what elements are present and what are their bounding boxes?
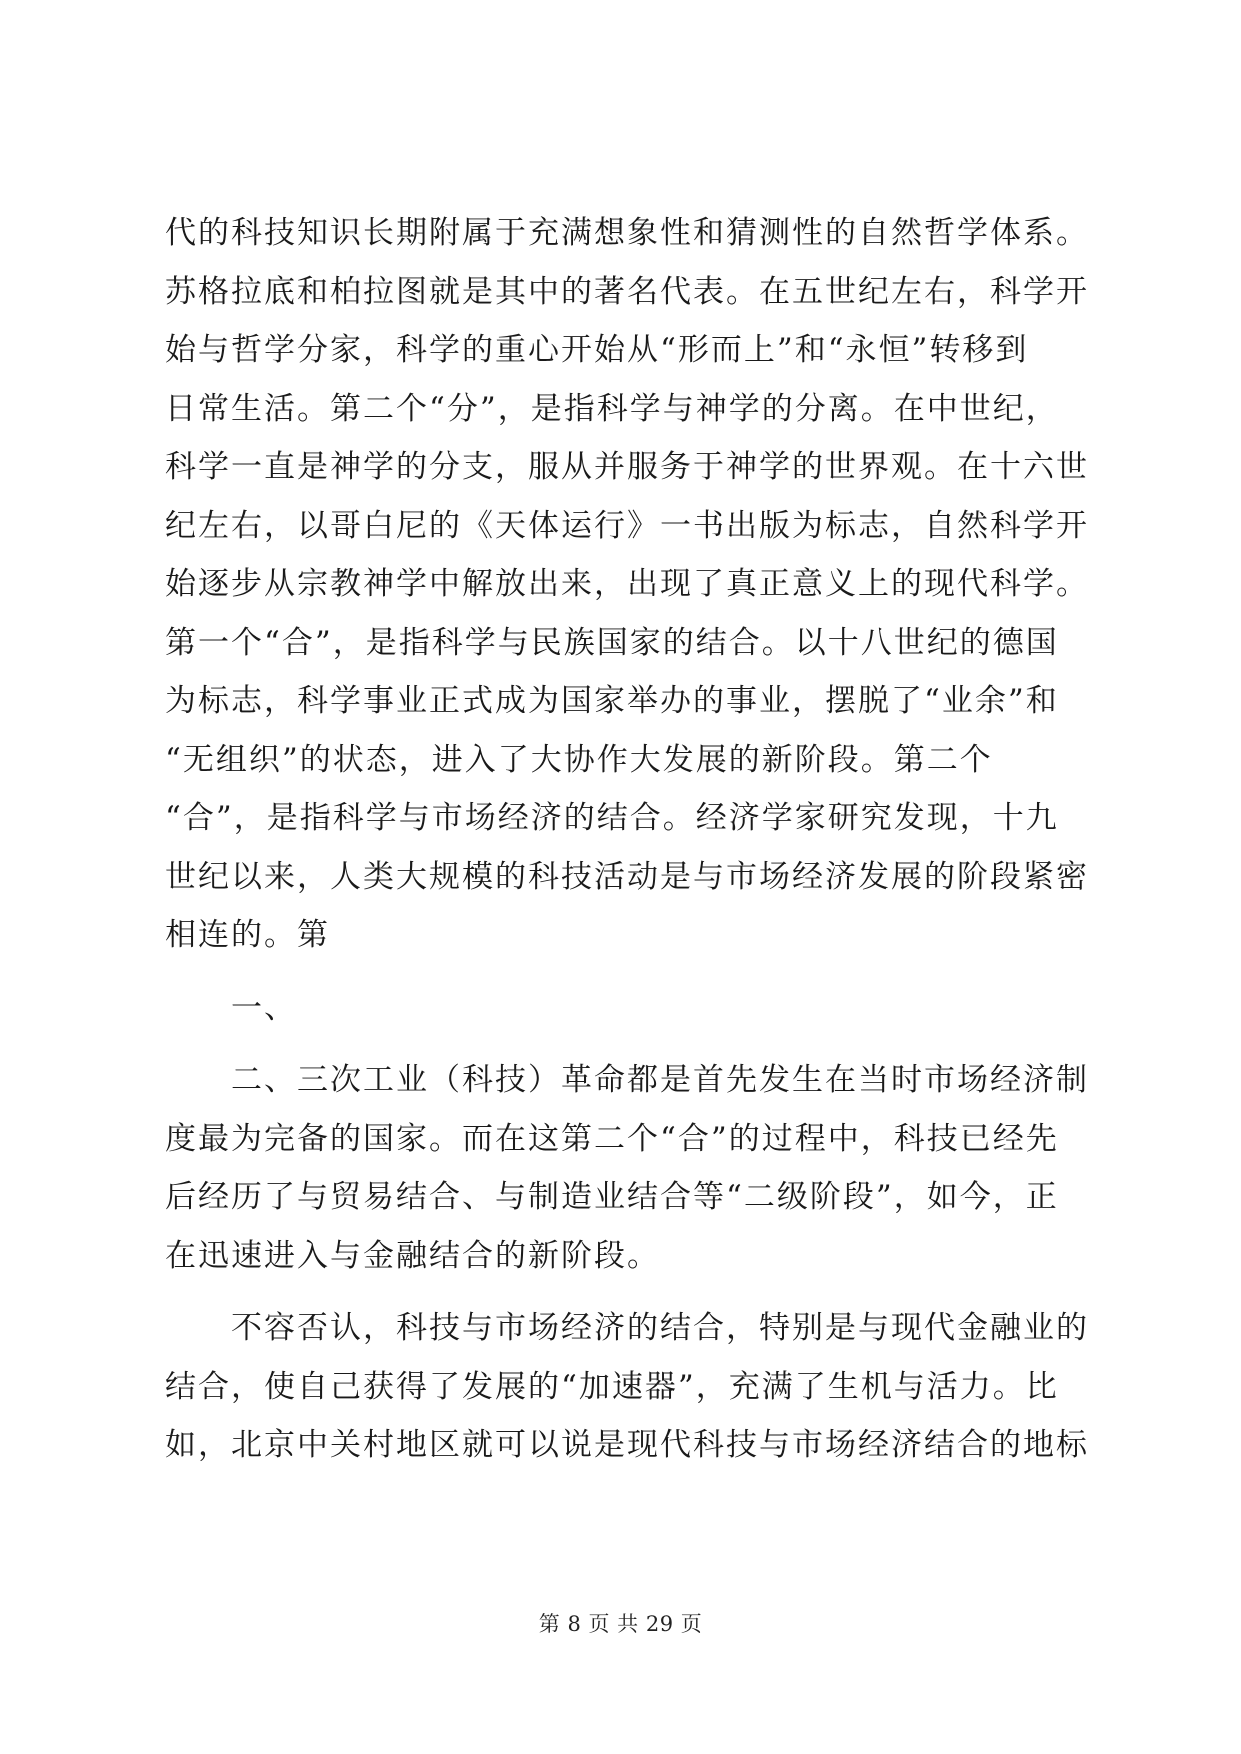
text-line: 在迅速进入与金融结合的新阶段。: [165, 1237, 660, 1274]
text-line: 始逐步从宗教神学中解放出来，出现了真正意义上的现代科学。: [165, 566, 1089, 602]
paragraph-first-line: 二、三次工业（科技）革命都是首先发生在当时市场经济制: [231, 1062, 1089, 1098]
paragraph-first-line: 不容否认，科技与市场经济的结合，特别是与现代金融业的: [231, 1310, 1089, 1346]
text-line: 日常生活。第二个“分”，是指科学与神学的分离。在中世纪，: [165, 390, 1059, 427]
document-body: [165, 204, 1095, 1475]
text-line: 世纪以来，人类大规模的科技活动是与市场经济发展的阶段紧密: [165, 858, 1089, 895]
text-line: 如，北京中关村地区就可以说是现代科技与市场经济结合的地标: [165, 1427, 1089, 1463]
text-line: 苏格拉底和柏拉图就是其中的著名代表。在五世纪左右，科学开: [165, 273, 1089, 310]
text-line: 结合，使自己获得了发展的“加速器”，充满了生机与活力。比: [165, 1368, 1059, 1405]
text-line: 一、: [231, 989, 297, 1026]
text-line: 科学一直是神学的分支，服从并服务于神学的世界观。在十六世: [165, 449, 1089, 485]
text-line: 纪左右，以哥白尼的《天体运行》一书出版为标志，自然科学开: [165, 507, 1089, 544]
text-line: 第一个“合”，是指科学与民族国家的结合。以十八世纪的德国: [165, 624, 1059, 661]
text-line: 代的科技知识长期附属于充满想象性和猜测性的自然哲学体系。: [165, 215, 1089, 251]
text-line: 始与哲学分家，科学的重心开始从“形而上”和“永恒”转移到: [165, 332, 1029, 368]
text-line: 度最为完备的国家。而在这第二个“合”的过程中，科技已经先: [165, 1120, 1059, 1157]
text-line: “合”，是指科学与市场经济的结合。经济学家研究发现，十九: [165, 800, 1059, 836]
text-line: “无组织”的状态，进入了大协作大发展的新阶段。第二个: [165, 741, 993, 778]
page-number-footer: 第 8 页 共 29 页: [538, 1612, 703, 1636]
text-line: 后经历了与贸易结合、与制造业结合等“二级阶段”，如今，正: [165, 1179, 1059, 1215]
text-line: 为标志，科学事业正式成为国家举办的事业，摆脱了“业余”和: [165, 683, 1059, 719]
text-line: 相连的。第: [165, 917, 330, 953]
